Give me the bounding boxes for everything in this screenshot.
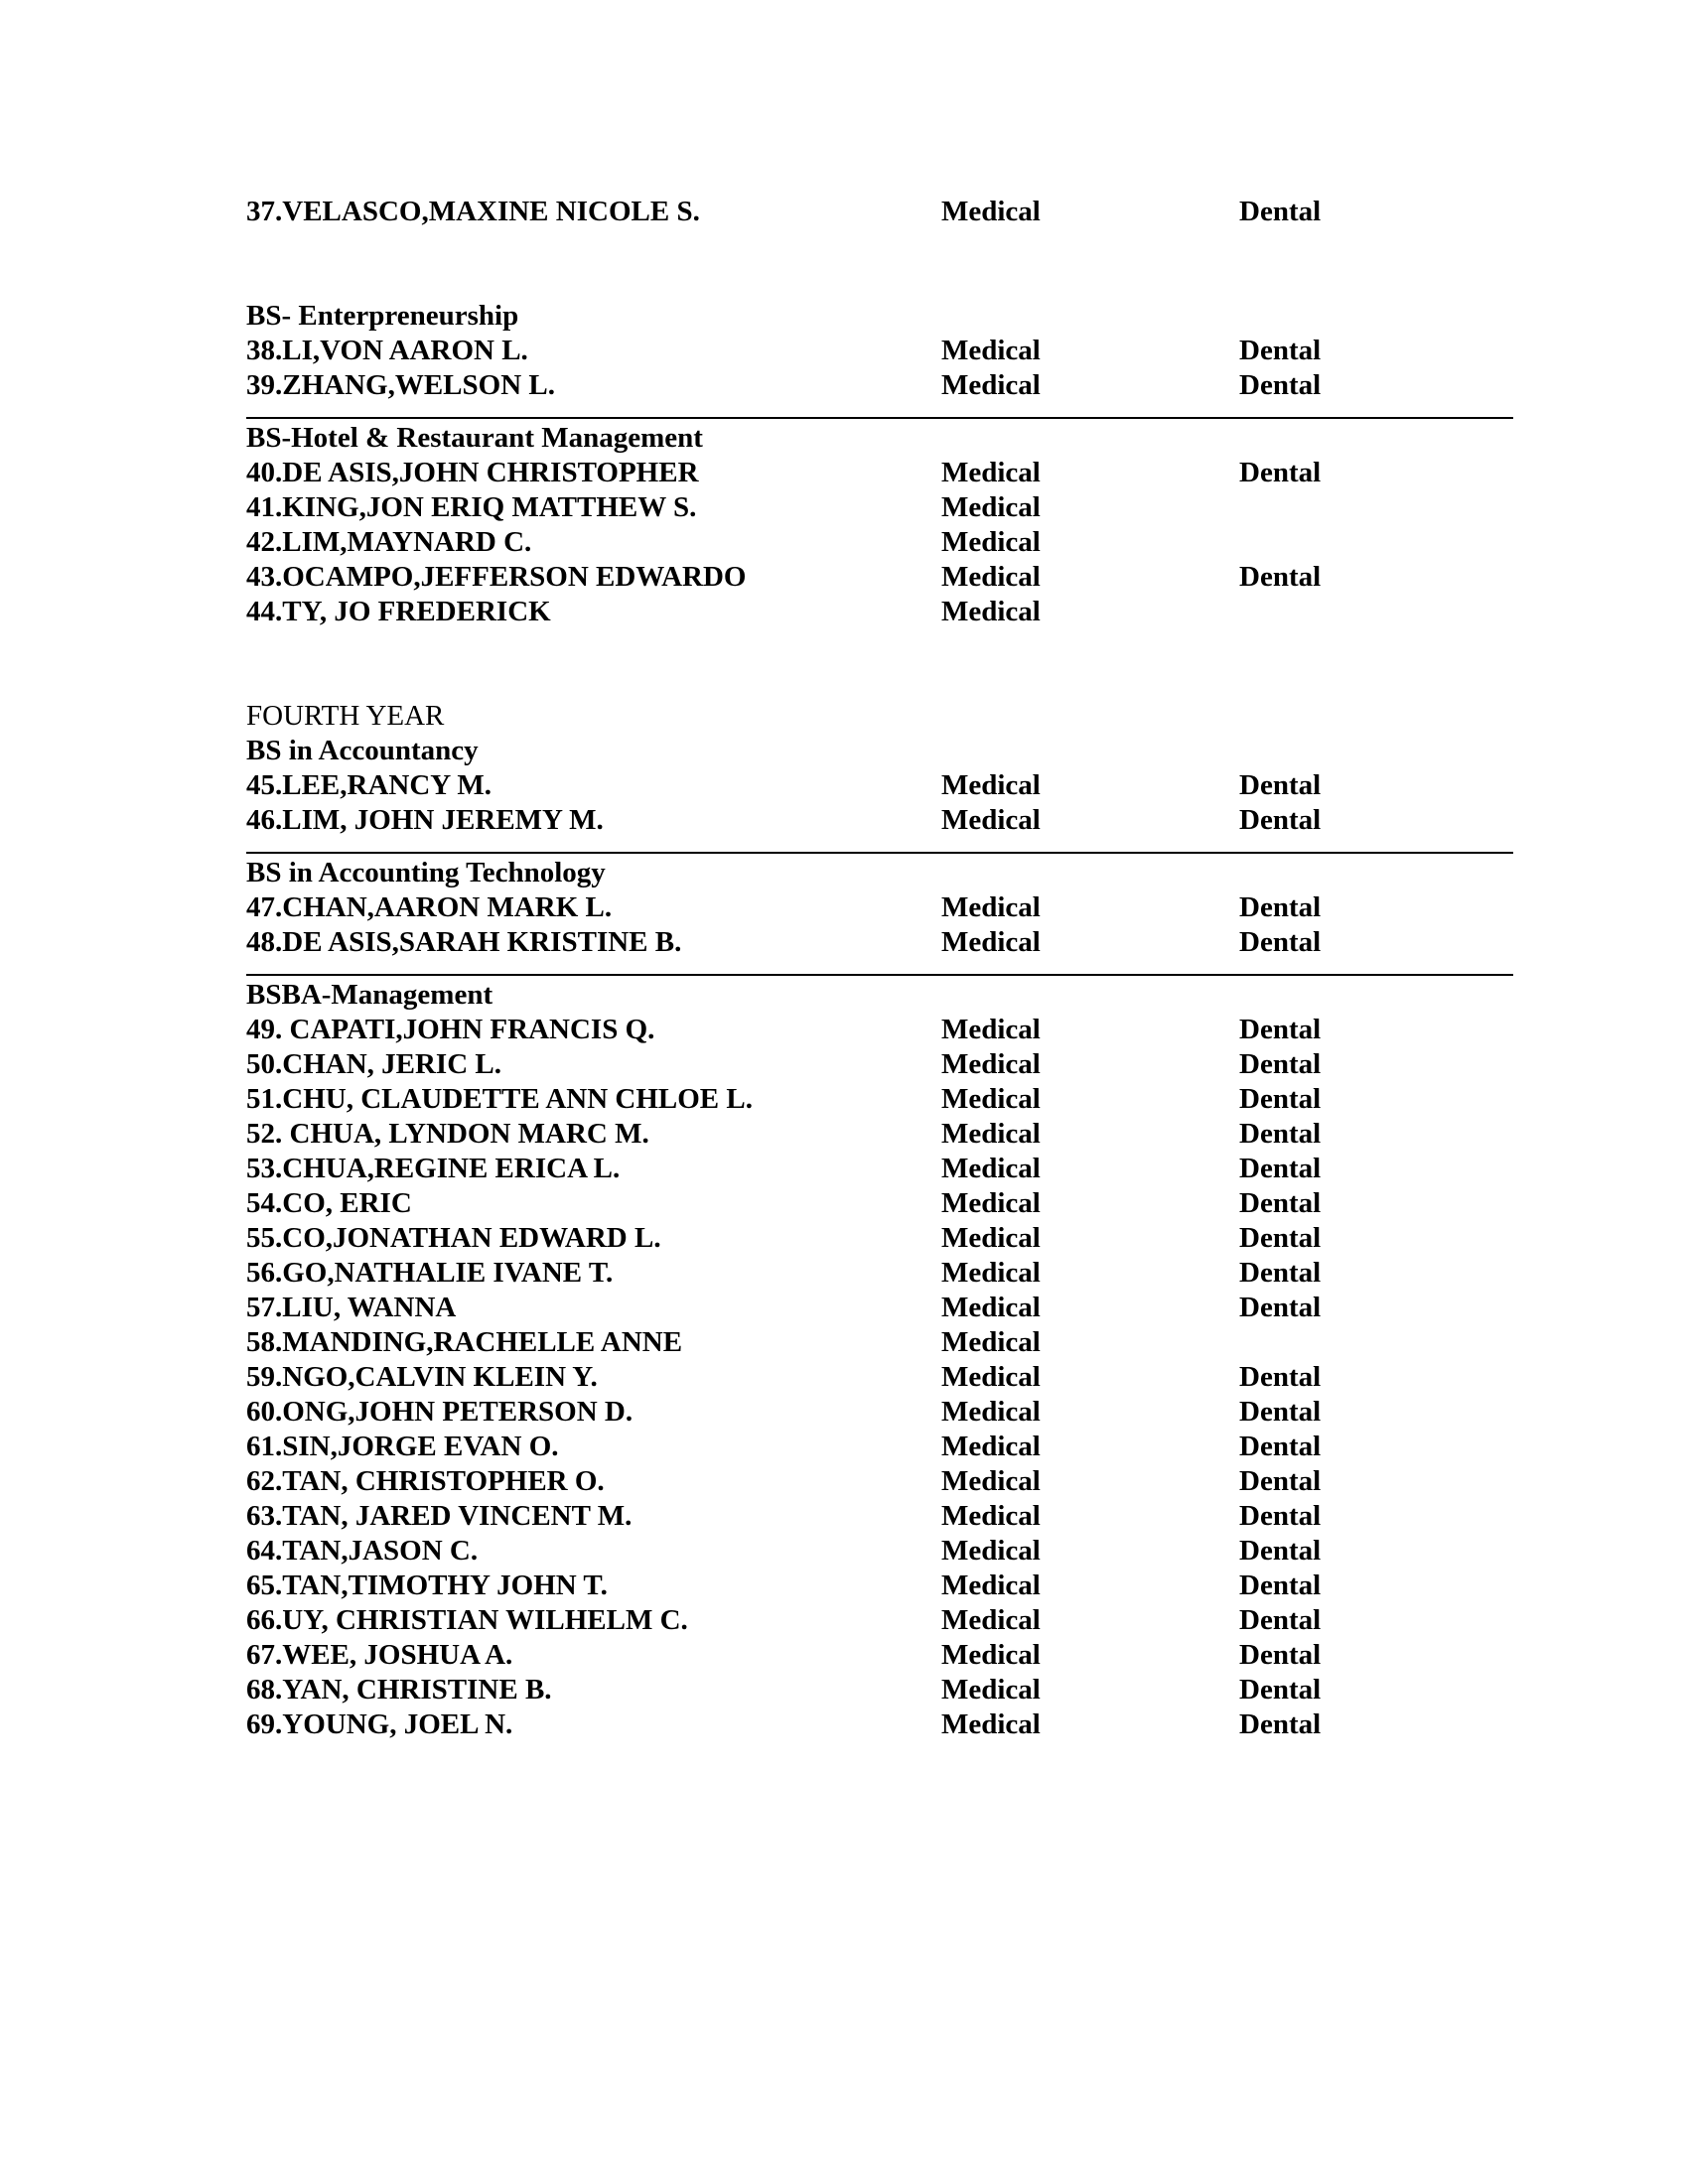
- dental-status: Dental: [1239, 457, 1322, 488]
- medical-status: Medical: [941, 891, 1041, 923]
- student-name: 66.UY, CHRISTIAN WILHELM C.: [246, 1604, 688, 1636]
- dental-status: Dental: [1239, 1187, 1322, 1219]
- student-name: 56.GO,NATHALIE IVANE T.: [246, 1257, 614, 1289]
- medical-status: Medical: [941, 1222, 1041, 1254]
- program-heading: [246, 978, 1513, 1013]
- student-name: 48.DE ASIS,SARAH KRISTINE B.: [246, 926, 682, 958]
- student-name: 46.LIM, JOHN JEREMY M.: [246, 804, 604, 836]
- student-row: [246, 1534, 1513, 1569]
- medical-status: Medical: [941, 1500, 1041, 1532]
- student-name: 49. CAPATI,JOHN FRANCIS Q.: [246, 1014, 655, 1045]
- dental-status: Dental: [1239, 196, 1322, 227]
- student-name: 69.YOUNG, JOEL N.: [246, 1708, 513, 1740]
- student-name: 50.CHAN, JERIC L.: [246, 1048, 501, 1080]
- year-heading-text: FOURTH YEAR: [246, 700, 445, 732]
- medical-status: Medical: [941, 1708, 1041, 1740]
- student-name: 53.CHUA,REGINE ERICA L.: [246, 1153, 621, 1184]
- student-name: 39.ZHANG,WELSON L.: [246, 369, 555, 401]
- dental-status: Dental: [1239, 926, 1322, 958]
- student-name: 45.LEE,RANCY M.: [246, 769, 492, 801]
- student-row: [246, 1499, 1513, 1534]
- dental-status: Dental: [1239, 769, 1322, 801]
- student-row: [246, 525, 1513, 560]
- dental-status: Dental: [1239, 1431, 1322, 1462]
- dental-status: Dental: [1239, 804, 1322, 836]
- student-row: [246, 1256, 1513, 1291]
- dental-status: Dental: [1239, 1257, 1322, 1289]
- section-divider: [246, 852, 1513, 854]
- student-row: [246, 768, 1513, 803]
- student-name: 38.LI,VON AARON L.: [246, 335, 528, 366]
- section-spacer: [246, 629, 1513, 699]
- dental-status: Dental: [1239, 1500, 1322, 1532]
- student-row: [246, 1707, 1513, 1742]
- student-row: [246, 1673, 1513, 1707]
- student-name: 60.ONG,JOHN PETERSON D.: [246, 1396, 633, 1428]
- student-row: [246, 368, 1513, 403]
- student-name: 42.LIM,MAYNARD C.: [246, 526, 532, 558]
- dental-status: Dental: [1239, 1396, 1322, 1428]
- student-row: [246, 1430, 1513, 1464]
- medical-status: Medical: [941, 769, 1041, 801]
- student-row: [246, 334, 1513, 368]
- student-name: 40.DE ASIS,JOHN CHRISTOPHER: [246, 457, 699, 488]
- medical-status: Medical: [941, 335, 1041, 366]
- program-heading-text: BS in Accountancy: [246, 735, 479, 766]
- medical-status: Medical: [941, 1326, 1041, 1358]
- medical-status: Medical: [941, 1014, 1041, 1045]
- dental-status: Dental: [1239, 1083, 1322, 1115]
- year-heading: [246, 699, 1513, 734]
- student-name: 61.SIN,JORGE EVAN O.: [246, 1431, 559, 1462]
- medical-status: Medical: [941, 1535, 1041, 1567]
- medical-status: Medical: [941, 1153, 1041, 1184]
- student-row: [246, 1082, 1513, 1117]
- student-row: [246, 890, 1513, 925]
- dental-status: Dental: [1239, 1639, 1322, 1671]
- dental-status: Dental: [1239, 561, 1322, 593]
- medical-status: Medical: [941, 1083, 1041, 1115]
- student-row: [246, 1360, 1513, 1395]
- student-row: [246, 1186, 1513, 1221]
- student-name: 68.YAN, CHRISTINE B.: [246, 1674, 552, 1706]
- program-heading: [246, 299, 1513, 334]
- student-name: 62.TAN, CHRISTOPHER O.: [246, 1465, 605, 1497]
- medical-status: Medical: [941, 1674, 1041, 1706]
- student-name: 54.CO, ERIC: [246, 1187, 412, 1219]
- student-name: 57.LIU, WANNA: [246, 1292, 457, 1323]
- dental-status: Dental: [1239, 1604, 1322, 1636]
- student-row: [246, 1152, 1513, 1186]
- dental-status: Dental: [1239, 1118, 1322, 1150]
- medical-status: Medical: [941, 804, 1041, 836]
- medical-status: Medical: [941, 369, 1041, 401]
- dental-status: Dental: [1239, 335, 1322, 366]
- program-heading-text: BS-Hotel & Restaurant Management: [246, 422, 703, 454]
- dental-status: Dental: [1239, 1048, 1322, 1080]
- program-heading-text: BS- Enterpreneurship: [246, 300, 519, 332]
- medical-status: Medical: [941, 1257, 1041, 1289]
- student-row: [246, 595, 1513, 629]
- medical-status: Medical: [941, 1048, 1041, 1080]
- dental-status: Dental: [1239, 1465, 1322, 1497]
- student-name: 55.CO,JONATHAN EDWARD L.: [246, 1222, 661, 1254]
- student-row: [246, 1395, 1513, 1430]
- program-heading: [246, 421, 1513, 456]
- dental-status: Dental: [1239, 1222, 1322, 1254]
- student-row: [246, 1221, 1513, 1256]
- dental-status: Dental: [1239, 1570, 1322, 1601]
- student-name: 51.CHU, CLAUDETTE ANN CHLOE L.: [246, 1083, 753, 1115]
- student-row: [246, 490, 1513, 525]
- dental-status: Dental: [1239, 1014, 1322, 1045]
- student-name: 52. CHUA, LYNDON MARC M.: [246, 1118, 649, 1150]
- medical-status: Medical: [941, 491, 1041, 523]
- student-name: 63.TAN, JARED VINCENT M.: [246, 1500, 633, 1532]
- dental-status: Dental: [1239, 1361, 1322, 1393]
- student-row: [246, 560, 1513, 595]
- medical-status: Medical: [941, 526, 1041, 558]
- section-spacer: [246, 229, 1513, 299]
- student-row: [246, 1013, 1513, 1047]
- medical-status: Medical: [941, 561, 1041, 593]
- medical-status: Medical: [941, 196, 1041, 227]
- medical-status: Medical: [941, 1361, 1041, 1393]
- dental-status: Dental: [1239, 1535, 1322, 1567]
- student-name: 65.TAN,TIMOTHY JOHN T.: [246, 1570, 608, 1601]
- dental-status: Dental: [1239, 891, 1322, 923]
- medical-status: Medical: [941, 457, 1041, 488]
- program-heading: [246, 856, 1513, 890]
- student-row: [246, 1464, 1513, 1499]
- medical-status: Medical: [941, 1187, 1041, 1219]
- student-row: [246, 1117, 1513, 1152]
- student-row: [246, 456, 1513, 490]
- medical-status: Medical: [941, 926, 1041, 958]
- student-row: [246, 1638, 1513, 1673]
- medical-status: Medical: [941, 1431, 1041, 1462]
- student-row: [246, 1291, 1513, 1325]
- student-name: 58.MANDING,RACHELLE ANNE: [246, 1326, 683, 1358]
- student-row: [246, 1569, 1513, 1603]
- program-heading-text: BS in Accounting Technology: [246, 857, 606, 888]
- student-row: [246, 925, 1513, 960]
- medical-status: Medical: [941, 1465, 1041, 1497]
- dental-status: Dental: [1239, 1708, 1322, 1740]
- medical-status: Medical: [941, 1639, 1041, 1671]
- medical-status: Medical: [941, 1396, 1041, 1428]
- dental-status: Dental: [1239, 1292, 1322, 1323]
- program-heading: [246, 734, 1513, 768]
- medical-status: Medical: [941, 596, 1041, 627]
- student-name: 67.WEE, JOSHUA A.: [246, 1639, 513, 1671]
- student-row: [246, 195, 1513, 229]
- student-name: 44.TY, JO FREDERICK: [246, 596, 551, 627]
- dental-status: Dental: [1239, 1674, 1322, 1706]
- student-row: [246, 1325, 1513, 1360]
- section-divider: [246, 417, 1513, 419]
- medical-status: Medical: [941, 1118, 1041, 1150]
- medical-status: Medical: [941, 1604, 1041, 1636]
- dental-status: Dental: [1239, 1153, 1322, 1184]
- student-row: [246, 1047, 1513, 1082]
- dental-status: Dental: [1239, 369, 1322, 401]
- student-name: 59.NGO,CALVIN KLEIN Y.: [246, 1361, 598, 1393]
- section-divider: [246, 974, 1513, 976]
- student-row: [246, 1603, 1513, 1638]
- medical-status: Medical: [941, 1570, 1041, 1601]
- student-row: [246, 803, 1513, 838]
- document-page: [246, 195, 1513, 1742]
- medical-status: Medical: [941, 1292, 1041, 1323]
- student-name: 37.VELASCO,MAXINE NICOLE S.: [246, 196, 700, 227]
- student-name: 41.KING,JON ERIQ MATTHEW S.: [246, 491, 697, 523]
- student-name: 64.TAN,JASON C.: [246, 1535, 479, 1567]
- student-name: 47.CHAN,AARON MARK L.: [246, 891, 613, 923]
- student-name: 43.OCAMPO,JEFFERSON EDWARDO: [246, 561, 747, 593]
- program-heading-text: BSBA-Management: [246, 979, 493, 1011]
